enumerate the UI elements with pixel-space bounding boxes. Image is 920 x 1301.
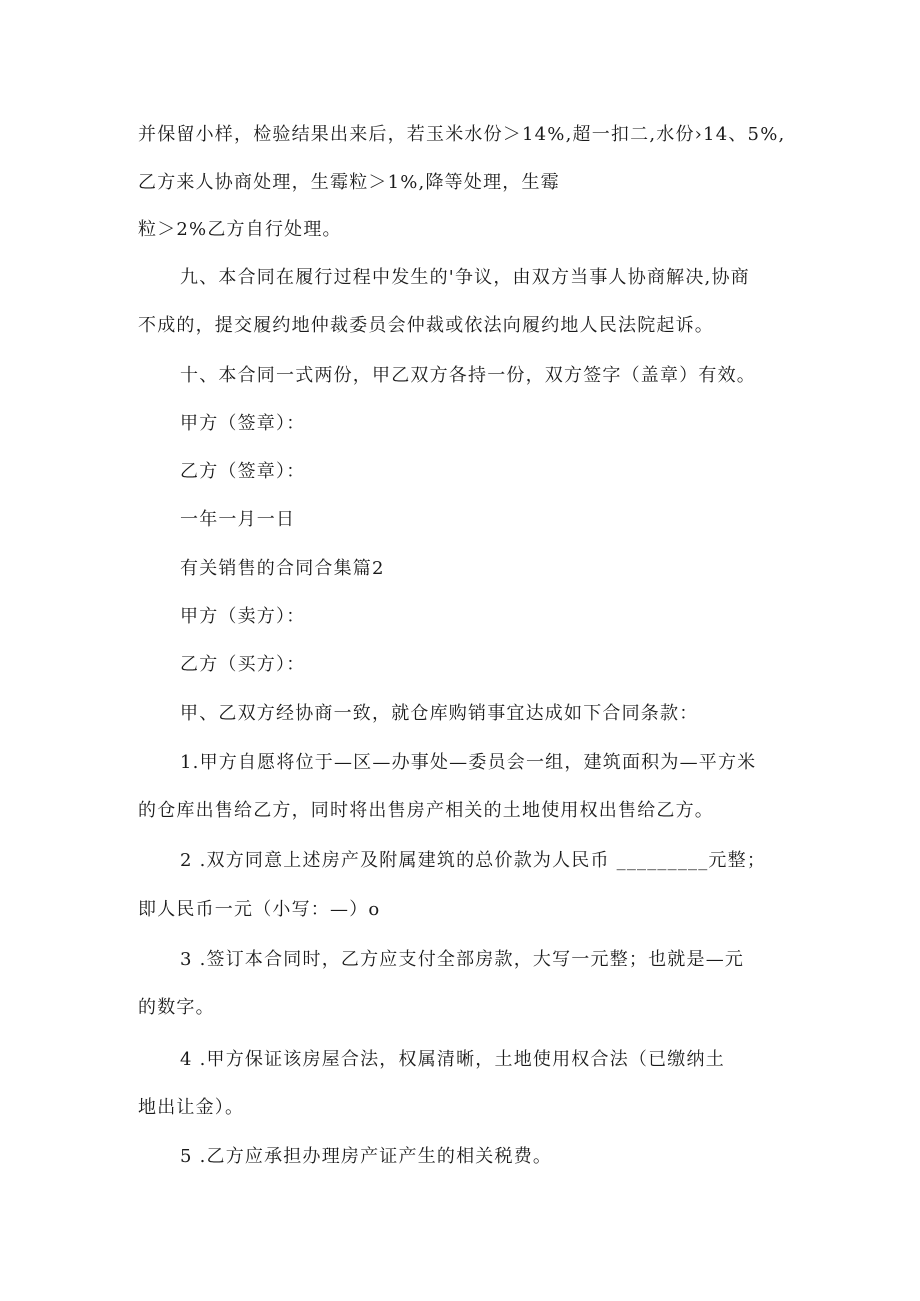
item-2-line: 2 .双方同意上述房产及附属建筑的总价款为人民币 _________元整； — [180, 850, 767, 871]
clause-9-line: 不成的，提交履约地仲裁委员会仲裁或依法向履约地人民法院起诉。 — [138, 315, 714, 336]
item-4-line: 4 .甲方保证该房屋合法，权属清晰，土地使用权合法（已缴纳土 — [180, 1049, 725, 1070]
item-1-line: 的仓库出售给乙方，同时将出售房产相关的土地使用权出售给乙方。 — [138, 800, 714, 821]
item-5-line: 5 .乙方应承担办理房产证产生的相关税费。 — [180, 1146, 553, 1167]
date-line: 一年一月一日 — [180, 509, 296, 530]
buyer-line: 乙方（买方）： — [180, 654, 306, 675]
party-a-signature-line: 甲方（签章）： — [180, 413, 306, 434]
body-text-line: 粒＞2%乙方自行处理。 — [138, 219, 342, 240]
preamble-line: 甲、乙双方经协商一致，就仓库购销事宜达成如下合同条款： — [180, 703, 699, 724]
item-4-line: 地出让金）。 — [138, 1097, 245, 1118]
item-1-line: 1.甲方自愿将位于—区—办事处—委员会一组，建筑面积为—平方米 — [180, 752, 757, 773]
party-b-signature-line: 乙方（签章）： — [180, 461, 306, 482]
seller-line: 甲方（卖方）： — [180, 606, 306, 627]
clause-10-line: 十、本合同一式两份，甲乙双方各持一份，双方签字（盖章）有效。 — [180, 365, 756, 386]
body-text-line: 乙方来人协商处理，生霉粒＞1%,降等处理，生霉 — [138, 172, 560, 193]
item-2-line: 即人民币一元（小写：—）o — [138, 899, 381, 920]
section-heading: 有关销售的合同合集篇2 — [180, 558, 385, 579]
body-text-line: 并保留小样，检验结果出来后，若玉米水份＞14%,超一扣二,水份›14、5%, — [138, 124, 786, 145]
clause-9-line: 九、本合同在履行过程中发生的'争议，由双方当事人协商解决,协商 — [180, 267, 750, 288]
item-3-line: 3 .签订本合同时，乙方应支付全部房款，大写一元整；也就是—元 — [180, 949, 745, 970]
item-3-line: 的数字。 — [138, 997, 215, 1018]
